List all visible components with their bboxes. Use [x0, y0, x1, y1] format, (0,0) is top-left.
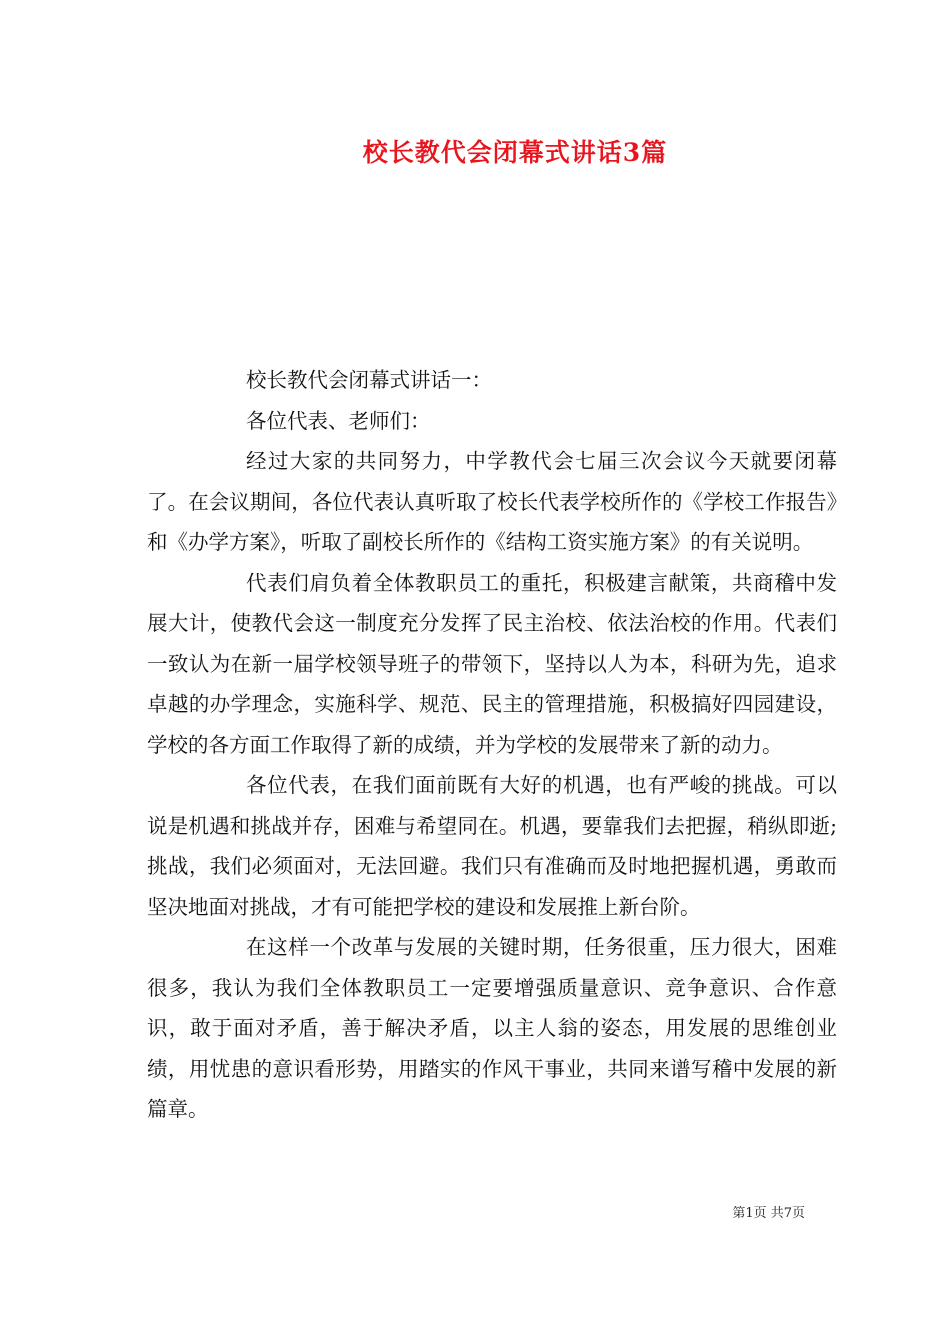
paragraph: 代表们肩负着全体教职员工的重托，积极建言献策，共商稽中发展大计，使教代会这一制度充分发挥了民主治校、依法治校的作用。代表们一致认为在新一届学校领导班子的带领下，坚持以人为本，科研为先，追求卓越的办学理念，实施科学、规范、民主的管理措施，积极搞好四园建设，学校的各方面工作取得了新的成绩，并为学校的发展带来了新的动力。 — [147, 570, 837, 757]
paragraph-heading: 校长教代会闭幕式讲话一： — [246, 368, 492, 392]
paragraph: 经过大家的共同努力，中学教代会七届三次会议今天就要闭幕了。在会议期间，各位代表认真听取了校长代表学校所作的《学校工作报告》和《办学方案》，听取了副校长所作的《结构工资实施方案》的有关说明。 — [147, 449, 837, 554]
paragraph: 在这样一个改革与发展的关键时期，任务很重，压力很大，困难很多，我认为我们全体教职员工一定要增强质量意识、竞争意识、合作意识，敢于面对矛盾，善于解决矛盾，以主人翁的姿态，用发展的思维创业绩，用忧患的意识看形势，用踏实的作风干事业，共同来谱写稽中发展的新篇章。 — [147, 935, 837, 1121]
page-footer: 第1页 共7页 — [732, 1206, 805, 1221]
paragraph-salutation: 各位代表、老师们： — [246, 408, 431, 433]
document-title: 校长教代会闭幕式讲话3篇 — [362, 138, 668, 167]
paragraph: 各位代表，在我们面前既有大好的机遇，也有严峻的挑战。可以说是机遇和挑战并存，困难与希望同在。机遇，要靠我们去把握，稍纵即逝;挑战，我们必须面对，无法回避。我们只有准确而及时地把握机遇，勇敢而坚决地面对挑战，才有可能把学校的建设和发展推上新台阶。 — [147, 773, 837, 919]
document-body — [147, 360, 837, 1130]
